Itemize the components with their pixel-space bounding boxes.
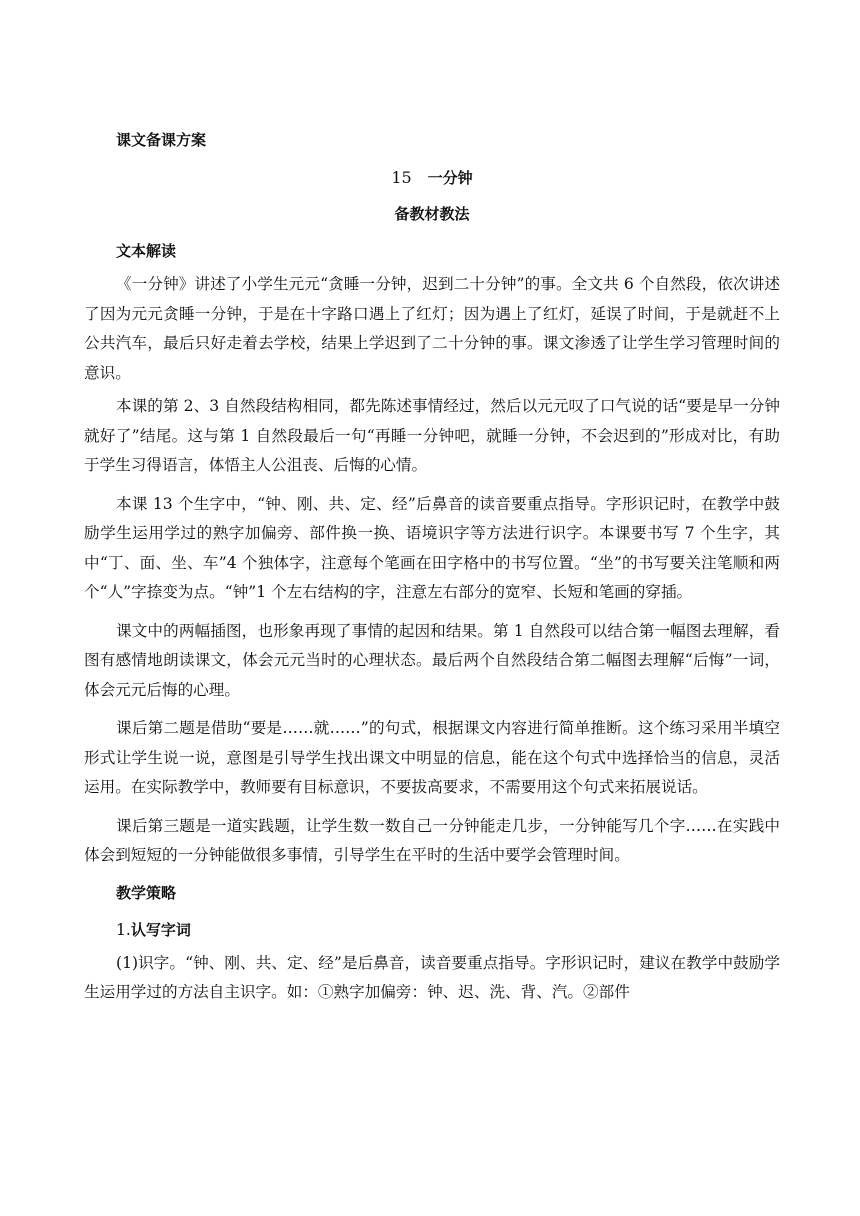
lesson-number: 15	[391, 168, 412, 187]
section-label: 课文备课方案	[116, 131, 207, 149]
paragraph: 《一分钟》讲述了小学生元元“贪睡一分钟，迟到二十分钟”的事。全文共 6 个自然段，依次讲述了因为元元贪睡一分钟，于是在十字路口遇上了红灯；因为遇上了红灯，延误了时间，于是就赶不上公共汽车，最后只好走着去学校，结果上学迟到了二十分钟的事。课文渗透了让学生学习管理时间的意识。	[84, 275, 780, 382]
paragraph: (1)识字。“钟、刚、共、定、经”是后鼻音，读音要重点指导。字形识记时，建议在教学中鼓励学生运用学过的方法自主识字。如：①熟字加偏旁：钟、迟、洗、背、汽。②部件	[84, 953, 780, 1001]
paragraph: 本课的第 2、3 自然段结构相同，都先陈述事情经过，然后以元元叹了口气说的话“要是早一分钟就好了”结尾。这与第 1 自然段最后一句“再睡一分钟吧，就睡一分钟，不会迟到的”形成对比，有助于学生习得语言，体悟主人公沮丧、后悔的心情。	[84, 397, 780, 474]
paragraph: 课后第二题是借助“要是……就……”的句式，根据课文内容进行简单推断。这个练习采用半填空形式让学生说一说，意图是引导学生找出课文中明显的信息，能在这个句式中选择恰当的信息，灵活运用。在实际教学中，教师要有目标意识，不要拔高要求，不需要用这个句式来拓展说话。	[84, 719, 780, 796]
paragraph: 课文中的两幅插图，也形象再现了事情的起因和结果。第 1 自然段可以结合第一幅图去理解，看图有感情地朗读课文，体会元元当时的心理状态。最后两个自然段结合第二幅图去理解“后悔”一词，体会元元后悔的心理。	[84, 621, 780, 699]
subheading-number: 1.	[116, 920, 131, 939]
heading-text-reading: 文本解读	[116, 242, 177, 260]
heading-strategy: 教学策略	[116, 883, 177, 902]
paragraph: 本课 13 个生字中，“钟、刚、共、定、经”后鼻音的读音要重点指导。字形识记时，在教学中鼓励学生运用学过的熟字加偏旁、部件换一换、语境识字等方法进行识字。本课要书写 7 个生字，其中“丁、面、坐、车”4 个独体字，注意每个笔画在田字格中的书写位置。“坐”的书写要关注笔顺和两个“人”字捺变为点。“钟”1 个左右结构的字，注意左右部分的宽窄、长短和笔画的穿插。	[84, 494, 780, 601]
lesson-title-line	[84, 159, 780, 196]
subheading-title: 认写字词	[130, 920, 191, 939]
subtitle: 备教材教法	[394, 205, 470, 223]
lesson-title: 一分钟	[427, 169, 473, 187]
paragraph: 课后第三题是一道实践题，让学生数一数自己一分钟能走几步，一分钟能写几个字……在实践中体会到短短的一分钟能做很多事情，引导学生在平时的生活中要学会管理时间。	[84, 816, 780, 864]
subheading	[84, 912, 780, 949]
document-page	[84, 122, 780, 1017]
